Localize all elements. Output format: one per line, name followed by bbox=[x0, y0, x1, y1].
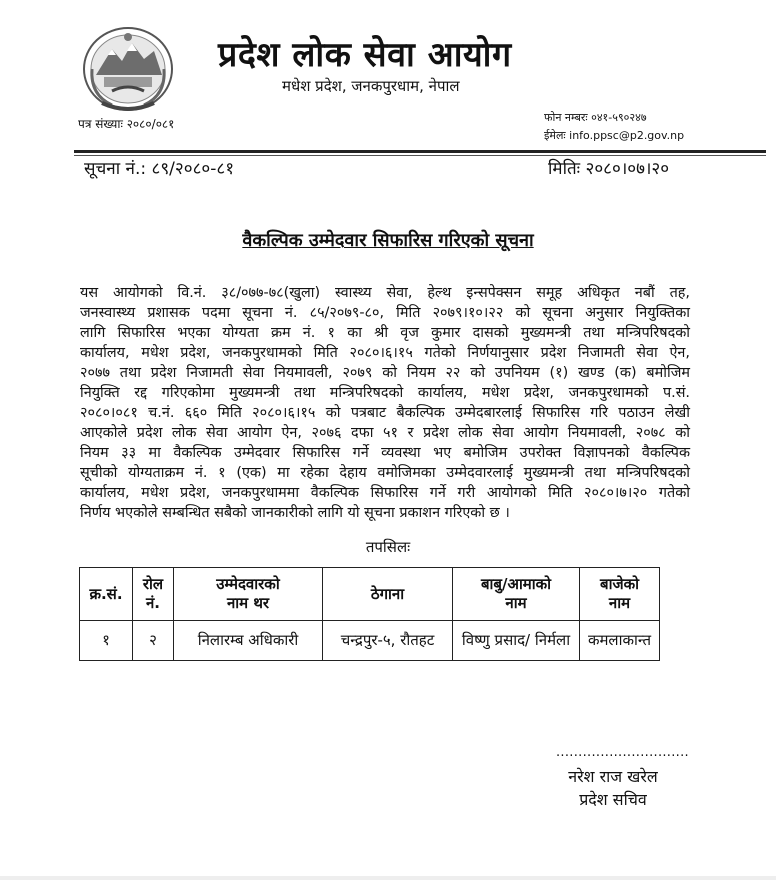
organization-address: मधेश प्रदेश, जनकपुरधाम, नेपाल bbox=[282, 77, 460, 95]
notice-title-text: वैकल्पिक उम्मेदवार सिफारिस गरिएको सूचना bbox=[242, 230, 534, 251]
cell-serial: १ bbox=[80, 621, 133, 661]
header-candidate-name: उम्मेदवारको नाम थर bbox=[174, 568, 323, 621]
body-line: सूचीको योग्यताक्रम नं. १ (एक) मा रहेका देहाय वमोजिमका उम्मेदवारलाई मुख्यमन्त्री तथा मन्त्रिपरिषदको bbox=[80, 465, 690, 481]
notice-date: मितिः २०८०।०७।२० bbox=[548, 159, 670, 179]
notice-title bbox=[0, 228, 776, 252]
cell-roll: २ bbox=[133, 621, 174, 661]
table-row bbox=[80, 621, 660, 661]
body-line: निर्णय भएकोले सम्बन्धित सबैको जानकारीको लागि यो सूचना प्रकाशन गरिएको छ । bbox=[80, 505, 510, 521]
header-serial: क्र.सं. bbox=[80, 568, 133, 621]
body-line: २०८०।०८१ च.नं. ६६० मिति २०८०।६।१५ को पत्रबाट बैकल्पिक उम्मेदबारलाई सिफारिस गरि पठाउन लेखी bbox=[80, 405, 690, 421]
cell-address: चन्द्रपुर-५, रौतहट bbox=[323, 621, 453, 661]
body-line: आएकोले प्रदेश लोक सेवा आयोग ऐन, २०७६ दफा ५१ र प्रदेश लोक सेवा आयोग नियमावली, २०७८ को bbox=[80, 425, 690, 441]
government-emblem bbox=[82, 25, 174, 113]
header-grandfather-name: बाजेको नाम bbox=[580, 568, 660, 621]
body-line: लागि सिफारिस भएका योग्यता क्रम नं. १ का श्री वृज कुमार दासको मुख्यमन्त्री तथा मन्त्रिपरिषदको bbox=[80, 325, 690, 341]
page-bottom-edge bbox=[0, 876, 776, 880]
signatory-title: प्रदेश सचिव bbox=[579, 790, 647, 809]
signature-line: .............................. bbox=[556, 745, 689, 760]
notice-number: सूचना नं.: ८९/२०८०-८१ bbox=[84, 159, 235, 179]
letter-number: पत्र संख्याः २०८०/०८१ bbox=[78, 117, 175, 131]
email-address: ईमेलः info.ppsc@p2.gov.np bbox=[544, 129, 685, 142]
notice-body bbox=[80, 283, 690, 523]
recommendation-table bbox=[79, 567, 660, 661]
organization-name: प्रदेश लोक सेवा आयोग bbox=[218, 35, 512, 75]
body-line: २०७७ तथा प्रदेश निजामती सेवा नियमावली, २०७९ को नियम २२ को उपनियम (१) खण्ड (क) बमोजिम bbox=[80, 365, 690, 381]
body-line: कार्यालय, मधेश प्रदेश, जनकपुरधामको मिति २०८०।६।१५ गतेको निर्णयानुसार प्रदेश निजामती सेवा ऐन, bbox=[80, 345, 690, 361]
body-line: नियुक्ति रद्द गरिएकोमा मुख्यमन्त्री तथा मन्त्रिपरिषदको कार्यालय, मधेश प्रदेश, जनकपुरधामको प.सं. bbox=[80, 385, 690, 401]
table-header-row bbox=[80, 568, 660, 621]
details-label: तपसिलः bbox=[365, 538, 411, 556]
phone-number: फोन नम्बरः ०४१-५९०२४७ bbox=[544, 111, 647, 124]
body-line: यस आयोगको वि.नं. ३८/०७७-७८(खुला) स्वास्थ्य सेवा, हेल्थ इन्सपेक्सन समूह अधिकृत नबौं तह, bbox=[80, 285, 690, 301]
body-line: जनस्वास्थ्य प्रशासक पदमा सूचना नं. ८५/२०७९-८०, मिति २०७९।१०।२२ को सूचना अनुसार नियुक्तिका bbox=[80, 305, 690, 321]
header-roll: रोल नं. bbox=[133, 568, 174, 621]
header-divider bbox=[74, 150, 766, 153]
cell-candidate-name: निलारम्ब अधिकारी bbox=[174, 621, 323, 661]
signatory-name: नरेश राज खरेल bbox=[568, 767, 658, 786]
header-parent-name: बाबु/आमाको नाम bbox=[453, 568, 580, 621]
cell-grandfather-name: कमलाकान्त bbox=[580, 621, 660, 661]
cell-parent-name: विष्णु प्रसाद/ निर्मला bbox=[453, 621, 580, 661]
header-address: ठेगाना bbox=[323, 568, 453, 621]
body-line: नियम ३३ मा वैकल्पिक उम्मेदवार सिफारिस गर्ने व्यवस्था भए बमोजिम उपरोक्त विज्ञापनको वैकल्पिक bbox=[80, 445, 690, 461]
body-line: कार्यालय, मधेश प्रदेश, जनकपुरधाममा वैकल्पिक सिफारिस गर्ने गरी आयोगको मिति २०८०।७।२० गतेको bbox=[80, 485, 690, 501]
